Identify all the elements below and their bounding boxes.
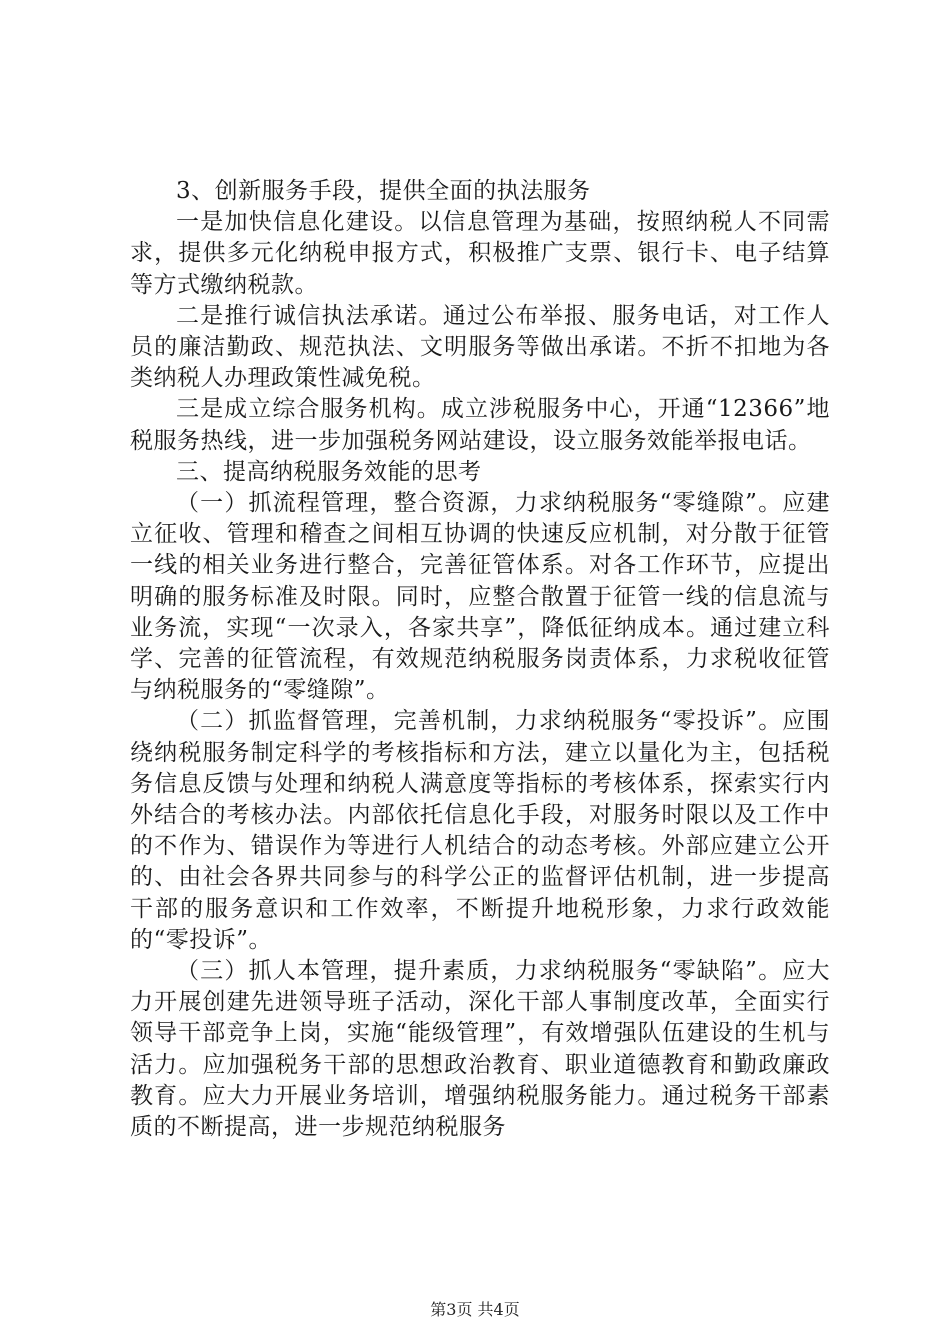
- paragraph-process-management: （一）抓流程管理，整合资源，力求纳税服务“零缝隙”。应建立征收、管理和稽查之间相互协调的快速反应机制，对分散于征管一线的相关业务进行整合，完善征管体系。对各工作环节，应提出明确的服务标准及时限。同时，应整合散置于征管一线的信息流与业务流，实现“一次录入，各家共享”，降低征纳成本。通过建立科学、完善的征管流程，有效规范纳税服务岗责体系，力求税收征管与纳税服务的“零缝隙”。: [130, 490, 830, 704]
- paragraph-service-institution: 三是成立综合服务机构。成立涉税服务中心，开通“12366”地税服务热线，进一步加强税务网站建设，设立服务效能举报电话。: [130, 396, 830, 454]
- document-body: [130, 176, 830, 1143]
- section-heading-service-means: 3、创新服务手段，提供全面的执法服务: [176, 178, 591, 204]
- paragraph-people-management: （三）抓人本管理，提升素质，力求纳税服务“零缺陷”。应大力开展创建先进领导班子活动，深化干部人事制度改革，全面实行领导干部竞争上岗，实施“能级管理”，有效增强队伍建设的生机与活力。应加强税务干部的思想政治教育、职业道德教育和勤政廉政教育。应大力开展业务培训，增强纳税服务能力。通过税务干部素质的不断提高，进一步规范纳税服务: [130, 958, 830, 1141]
- paragraph-supervision-management: （二）抓监督管理，完善机制，力求纳税服务“零投诉”。应围绕纳税服务制定科学的考核指标和方法，建立以量化为主，包括税务信息反馈与处理和纳税人满意度等指标的考核体系，探索实行内外结合的考核办法。内部依托信息化手段，对服务时限以及工作中的不作为、错误作为等进行人机结合的动态考核。外部应建立公开的、由社会各界共同参与的科学公正的监督评估机制，进一步提高干部的服务意识和工作效率，不断提升地税形象，力求行政效能的“零投诉”。: [130, 708, 830, 953]
- page-number-footer: 第3页 共4页: [430, 1300, 520, 1319]
- paragraph-integrity-commitment: 二是推行诚信执法承诺。通过公布举报、服务电话，对工作人员的廉洁勤政、规范执法、文明服务等做出承诺。不折不扣地为各类纳税人办理政策性减免税。: [130, 302, 830, 392]
- section-heading-reflections: 三、提高纳税服务效能的思考: [176, 458, 482, 485]
- paragraph-informatization: 一是加快信息化建设。以信息管理为基础，按照纳税人不同需求，提供多元化纳税申报方式，积极推广支票、银行卡、电子结算等方式缴纳税款。: [130, 209, 830, 298]
